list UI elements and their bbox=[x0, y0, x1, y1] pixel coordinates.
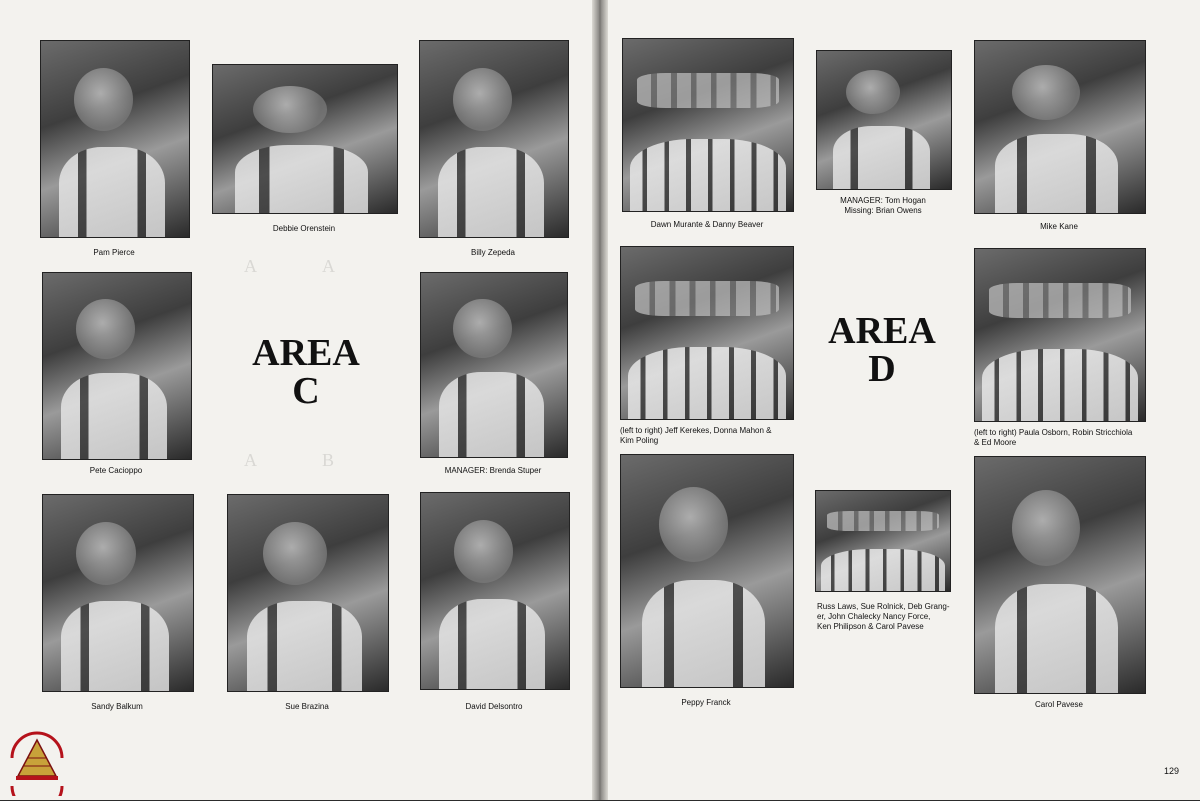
photo-debbie-orenstein bbox=[212, 64, 398, 214]
caption-billy-zepeda: Billy Zepeda bbox=[470, 248, 516, 257]
caption-paula-robin-ed: (left to right) Paula Osborn, Robin Stricchiola & Ed Moore bbox=[974, 428, 1133, 447]
caption-pam-pierce: Pam Pierce bbox=[93, 248, 135, 257]
book-gutter bbox=[592, 0, 608, 800]
caption-pete-cacioppo: Pete Cacioppo bbox=[89, 466, 143, 475]
caption-brenda-stuper: MANAGER: Brenda Stuper bbox=[444, 466, 542, 475]
caption-dawn-danny: Dawn Murante & Danny Beaver bbox=[650, 220, 764, 229]
photo-carol-pavese bbox=[974, 456, 1146, 694]
page-number: 129 bbox=[1164, 766, 1180, 776]
photo-sue-brazina bbox=[227, 494, 389, 692]
ghost-letter: A bbox=[244, 256, 257, 276]
photo-tom-hogan bbox=[816, 50, 952, 190]
photo-dawn-danny bbox=[622, 38, 794, 212]
photo-sandy-balkum bbox=[42, 494, 194, 692]
caption-debbie-orenstein: Debbie Orenstein bbox=[272, 224, 336, 233]
caption-david-delsontro: David Delsontro bbox=[465, 702, 523, 711]
roller-coaster-logo-icon bbox=[6, 718, 68, 796]
area-d-line2: D bbox=[868, 348, 896, 390]
area-c-heading bbox=[236, 334, 376, 410]
photo-billy-zepeda bbox=[419, 40, 569, 238]
caption-mike-kane: Mike Kane bbox=[1040, 222, 1078, 231]
photo-david-delsontro bbox=[420, 492, 570, 690]
photo-pam-pierce bbox=[40, 40, 190, 238]
caption-tom-hogan: MANAGER: Tom Hogan Missing: Brian Owens bbox=[840, 196, 926, 215]
area-c-line2: C bbox=[292, 370, 320, 412]
photo-paula-robin-ed bbox=[974, 248, 1146, 422]
caption-jeff-donna-kim: (left to right) Jeff Kerekes, Donna Mahon & Kim Poling bbox=[620, 426, 772, 445]
photo-russ-sue-deb-group bbox=[815, 490, 951, 592]
caption-peppy-franck: Peppy Franck bbox=[681, 698, 731, 707]
photo-jeff-donna-kim bbox=[620, 246, 794, 420]
photo-mike-kane bbox=[974, 40, 1146, 214]
ghost-letter: B bbox=[322, 450, 335, 470]
caption-carol-pavese: Carol Pavese bbox=[1034, 700, 1084, 709]
great-adventure-logo bbox=[6, 718, 68, 796]
photo-peppy-franck bbox=[620, 454, 794, 688]
area-d-line1: AREA bbox=[828, 310, 936, 352]
ghost-letter: A bbox=[244, 450, 257, 470]
photo-pete-cacioppo bbox=[42, 272, 192, 460]
caption-sue-brazina: Sue Brazina bbox=[285, 702, 329, 711]
caption-russ-sue-deb-group: Russ Laws, Sue Rolnick, Deb Grang- er, John Chalecky Nancy Force, Ken Philipson & Carol Pavese bbox=[817, 602, 950, 631]
caption-sandy-balkum: Sandy Balkum bbox=[91, 702, 143, 711]
photo-brenda-stuper bbox=[420, 272, 568, 458]
area-c-line1: AREA bbox=[252, 332, 360, 374]
ghost-letter: A bbox=[322, 256, 335, 276]
area-d-heading bbox=[812, 312, 952, 388]
